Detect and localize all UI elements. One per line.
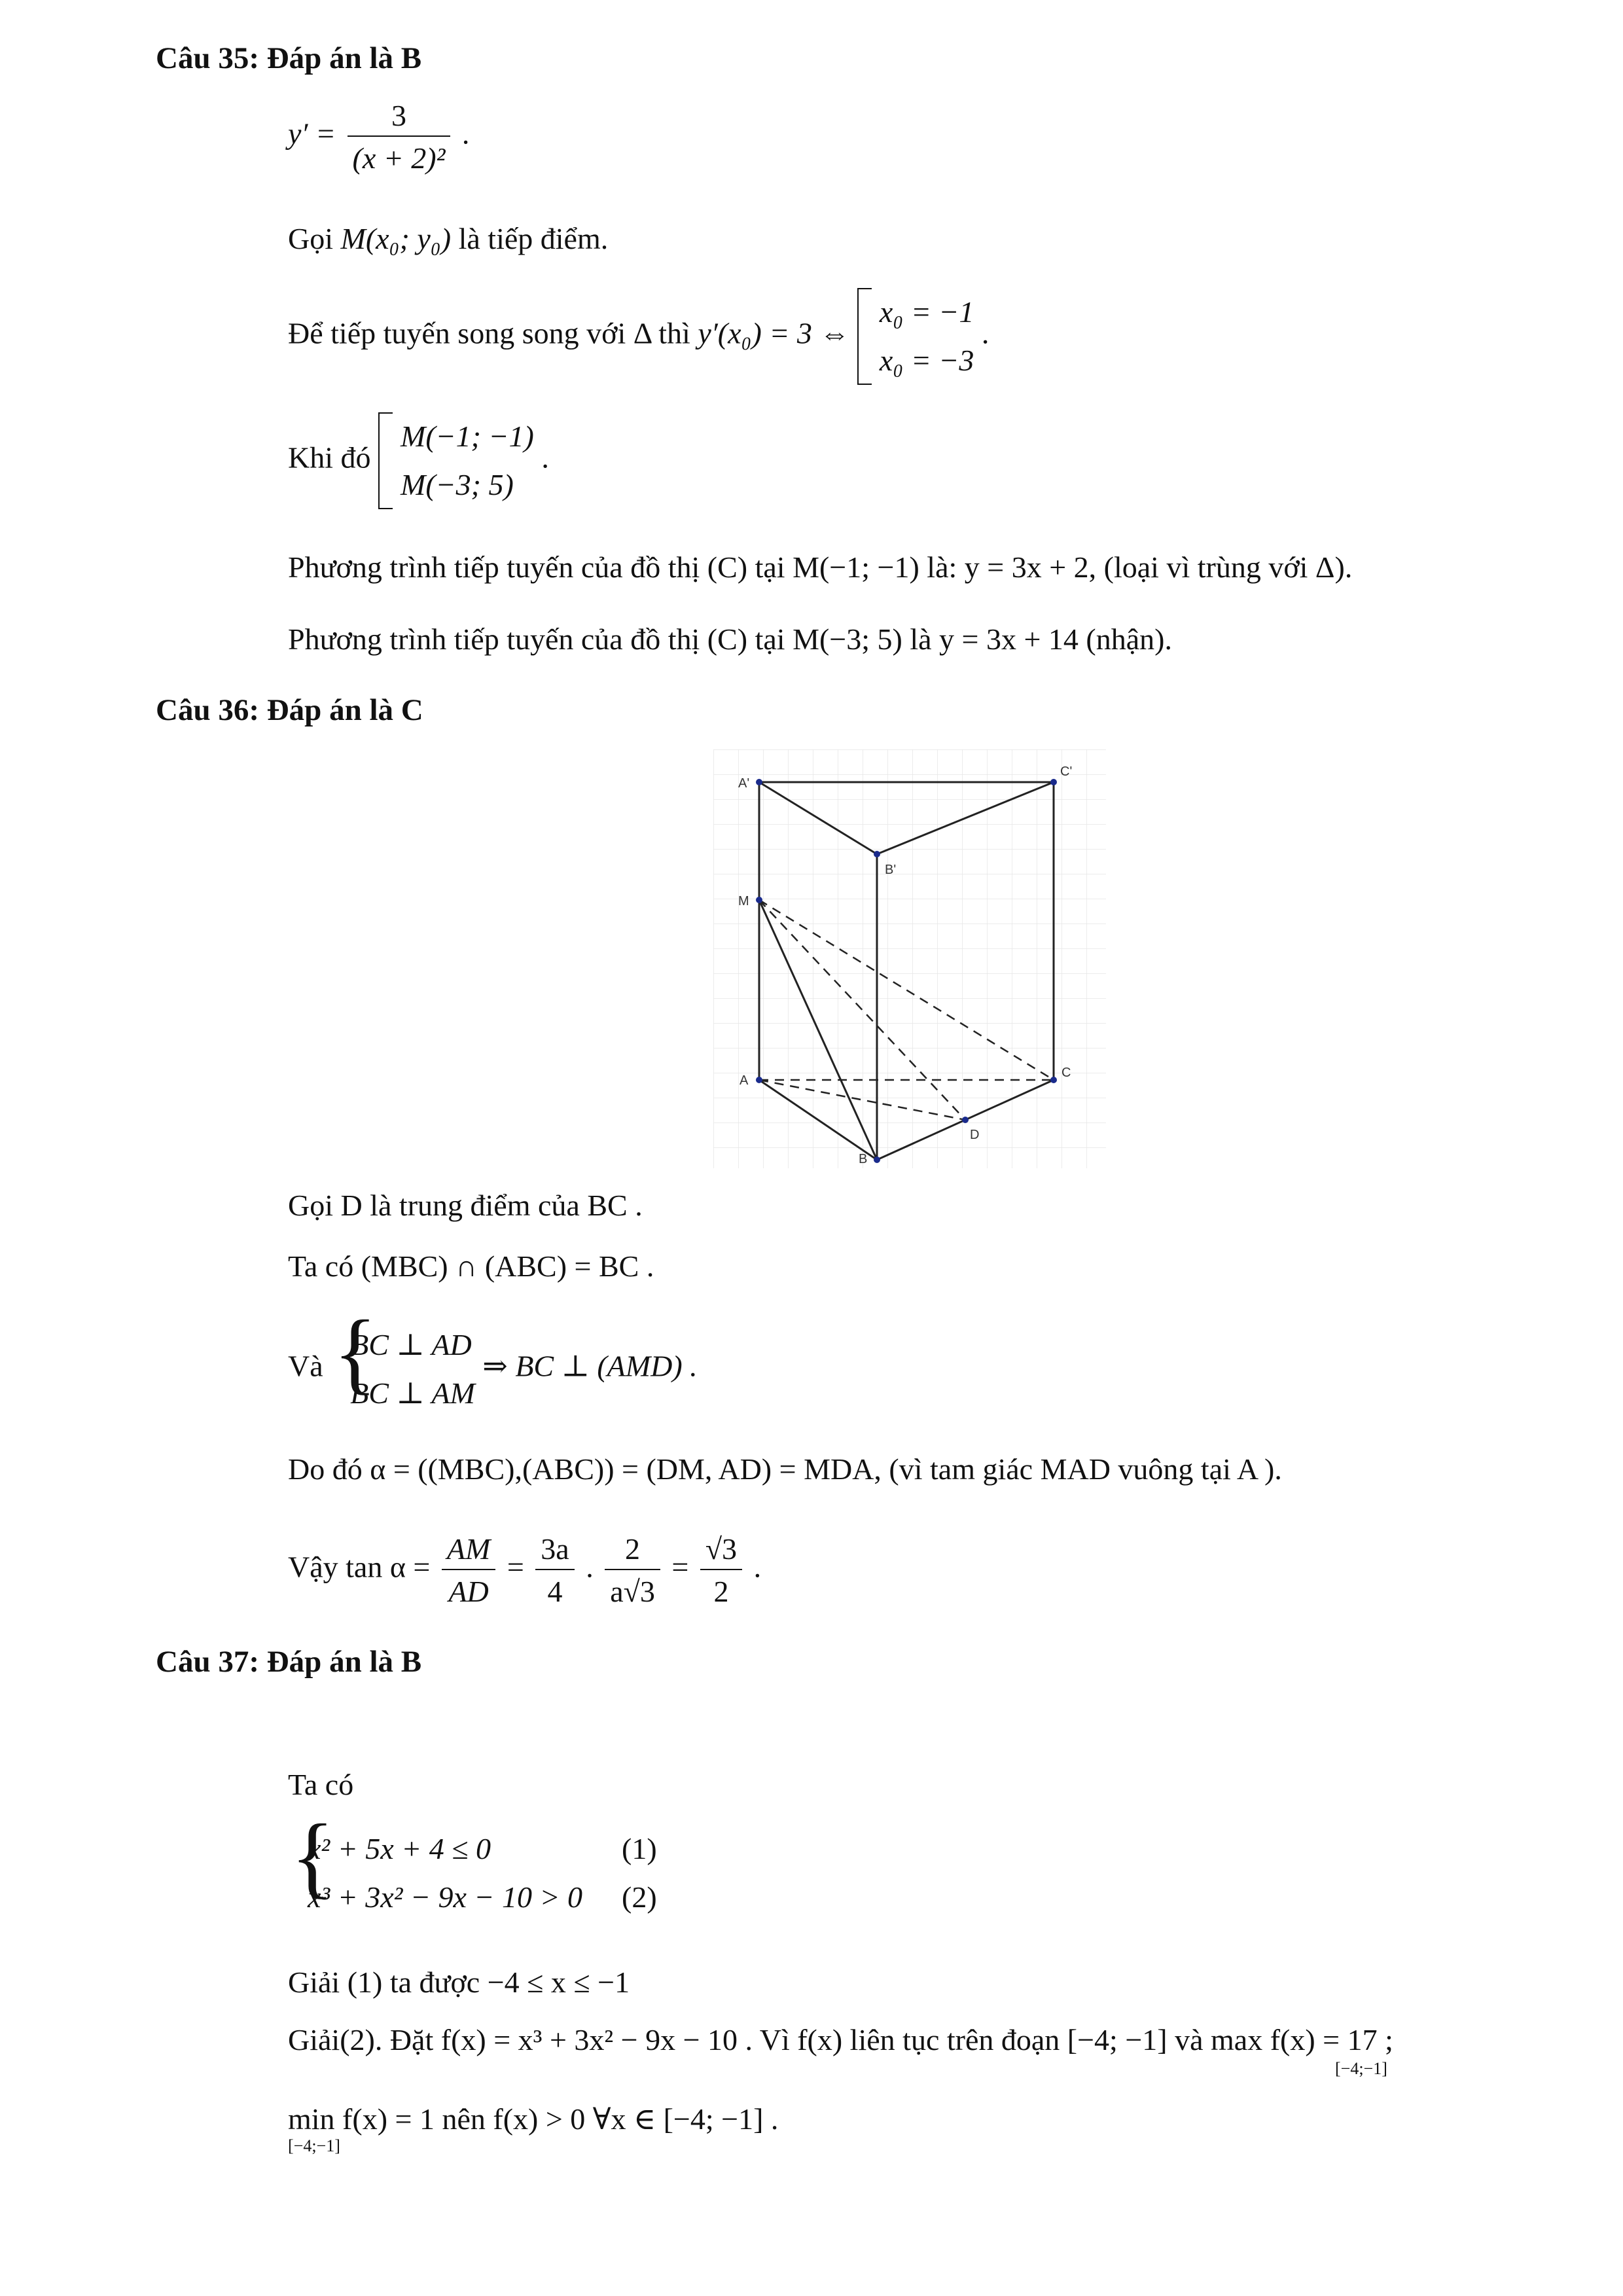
vertex-a bbox=[756, 1077, 762, 1083]
q35-parallel: Để tiếp tuyến song song với Δ thì y′(x₀) = 3 ⇔ x₀ = −1 x₀ = −3 . bbox=[288, 288, 989, 385]
q35-tangent-1: Phương trình tiếp tuyến của đồ thị (C) tại M(−1; −1) là: y = 3x + 2, (loại vì trùng với Δ). bbox=[288, 550, 1353, 584]
vertex-c-prime bbox=[1050, 779, 1057, 785]
q35-tangent-2: Phương trình tiếp tuyến của đồ thị (C) tại M(−3; 5) là y = 3x + 14 (nhận). bbox=[288, 622, 1172, 656]
q36-line-3: Do đó α = ((MBC),(ABC)) = (DM, AD) = MDA, (vì tam giác MAD vuông tại A ). bbox=[288, 1452, 1282, 1486]
vertex-m bbox=[756, 897, 762, 903]
label-d: D bbox=[970, 1128, 980, 1142]
vertex-c bbox=[1050, 1077, 1057, 1083]
q36-heading: Câu 36: Đáp án là C bbox=[156, 693, 423, 727]
perp-system: { BC ⊥ AD BC ⊥ AM bbox=[333, 1302, 475, 1410]
points-bracket: M(−1; −1) M(−3; 5) bbox=[378, 412, 534, 509]
q37-solve-2: Giải(2). Đặt f(x) = x³ + 3x² − 9x − 10 . Vì f(x) liên tục trên đoạn [−4; −1] và max f(x) = 17 ; bbox=[288, 2023, 1393, 2056]
label-m: M bbox=[738, 894, 749, 908]
q35-derivative: y′ = $\frac{3}{\text{(x + 2)²}}$ . bbox=[288, 99, 470, 175]
label-c: C bbox=[1061, 1066, 1071, 1080]
vertex-d bbox=[962, 1117, 969, 1123]
label-b-prime: B' bbox=[885, 863, 897, 877]
prism-figure bbox=[713, 749, 1106, 1168]
q37-ta-co: Ta có bbox=[288, 1768, 354, 1801]
figure-grid bbox=[713, 749, 1106, 1168]
q37-system bbox=[288, 1806, 657, 1922]
q36-tan: Vậy tan α = $\frac{AM}{AD}$ = $\frac{3a}{4}$ . $\frac{2}{a√3}$ = $\frac{√3}{2}$ . bbox=[288, 1532, 762, 1608]
q35-heading: Câu 35: Đáp án là B bbox=[156, 41, 422, 75]
q37-solve-1: Giải (1) ta được −4 ≤ x ≤ −1 bbox=[288, 1965, 630, 1999]
q36-line-2: Ta có (MBC) ∩ (ABC) = BC . bbox=[288, 1249, 654, 1283]
q36-system: Và { BC ⊥ AD BC ⊥ AM ⇒ BC ⊥ (AMD) . bbox=[288, 1321, 698, 1418]
label-c-prime: C' bbox=[1060, 764, 1073, 779]
q35-khi-do: Khi đó M(−1; −1) M(−3; 5) . bbox=[288, 412, 549, 509]
vertex-b bbox=[874, 1157, 880, 1163]
label-a-prime: A' bbox=[738, 776, 750, 791]
min-subscript: [−4;−1] bbox=[288, 2136, 340, 2155]
solution-bracket: x₀ = −1 x₀ = −3 bbox=[857, 288, 974, 385]
derivative-fraction: $\frac{3}{\text{(x + 2)²}}$ bbox=[348, 98, 451, 175]
vertex-b-prime bbox=[874, 851, 880, 857]
inequality-system: { x² + 5x + 4 ≤ 0 (1) x³ + 3x² − 9x − 10 > 0 (2) bbox=[291, 1806, 657, 1914]
q36-line-1: Gọi D là trung điểm của BC . bbox=[288, 1189, 643, 1222]
q37-solve-3: min f(x) = 1 nên f(x) > 0 ∀x ∈ [−4; −1] . bbox=[288, 2102, 779, 2136]
vertex-a-prime bbox=[756, 779, 762, 785]
q35-goi: Gọi M(x₀; y₀) là tiếp điểm. bbox=[288, 222, 609, 255]
max-subscript: [−4;−1] bbox=[1335, 2059, 1387, 2078]
q37-heading: Câu 37: Đáp án là B bbox=[156, 1645, 422, 1679]
label-a: A bbox=[740, 1073, 749, 1088]
label-b: B bbox=[859, 1152, 868, 1166]
